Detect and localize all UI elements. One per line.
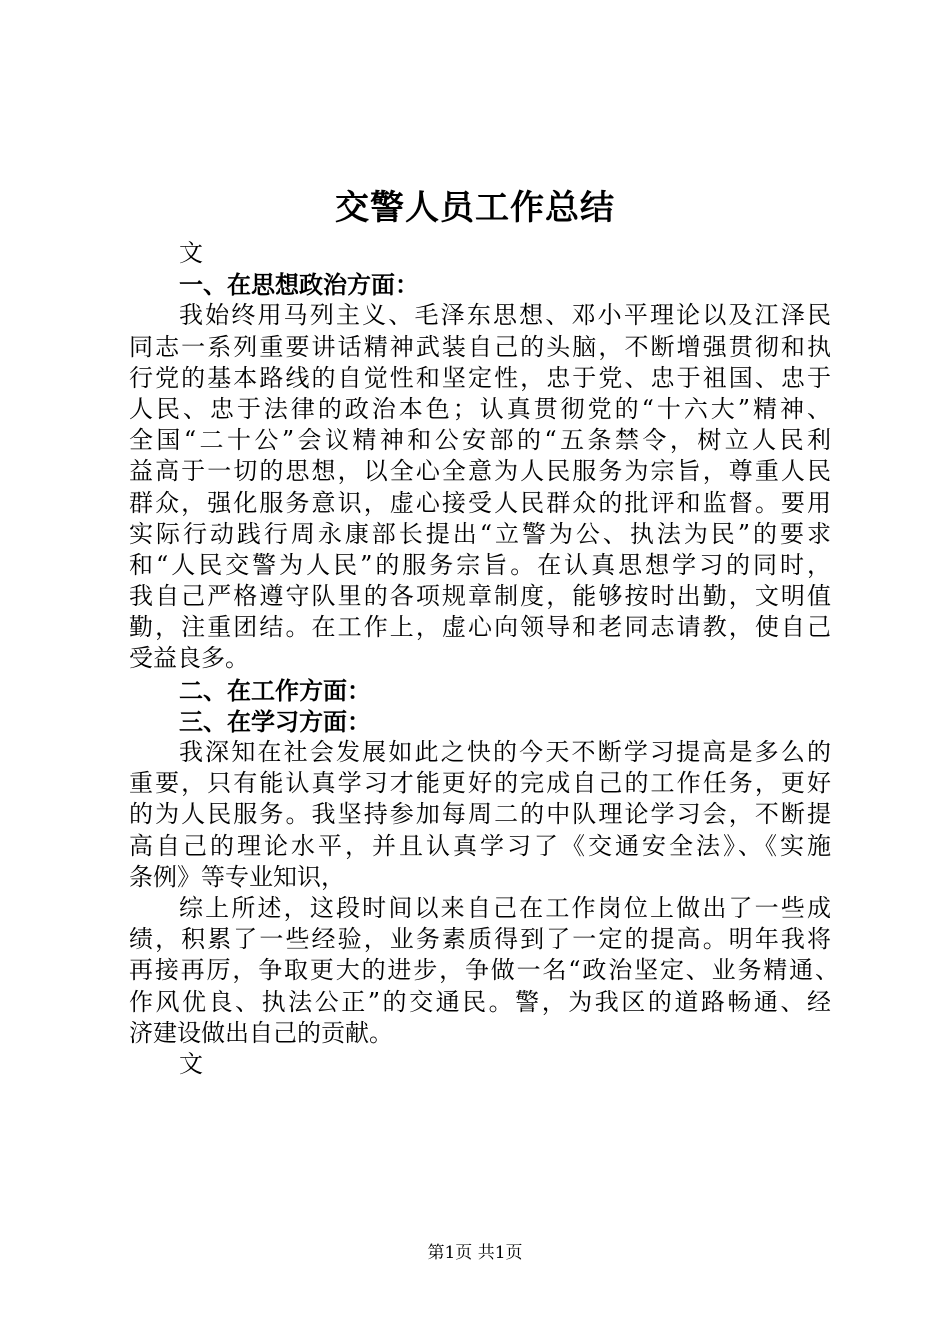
paragraph-line: 我自己严格遵守队里的各项规章制度，能够按时出勤，文明值 bbox=[129, 582, 831, 611]
paragraph-line: 高自己的理论水平，并且认真学习了《交通安全法》、《实施 bbox=[129, 831, 831, 860]
paragraph-line: 济建设做出自己的贡献。 bbox=[129, 1018, 393, 1047]
paragraph-line: 绩，积累了一些经验，业务素质得到了一定的提高。明年我将 bbox=[129, 925, 831, 954]
paragraph-line: 受益良多。 bbox=[129, 644, 249, 673]
paragraph-line: 全国“二十公”会议精神和公安部的“五条禁令，树立人民利 bbox=[129, 426, 831, 455]
paragraph-line: 行党的基本路线的自觉性和坚定性，忠于党、忠于祖国、忠于 bbox=[129, 363, 831, 392]
paragraph-line: 我深知在社会发展如此之快的今天不断学习提高是多么的 bbox=[179, 738, 831, 766]
paragraph-line: 我始终用马列主义、毛泽东思想、邓小平理论以及江泽民 bbox=[179, 301, 831, 330]
paragraph-line: 群众，强化服务意识，虚心接受人民群众的批评和监督。要用 bbox=[129, 488, 831, 517]
paragraph-line: 益高于一切的思想，以全心全意为人民服务为宗旨，尊重人民 bbox=[129, 457, 831, 486]
document-body bbox=[129, 238, 839, 1080]
closing-line: 文 bbox=[179, 1049, 203, 1078]
section-heading-study: 三、在学习方面： bbox=[179, 706, 371, 736]
paragraph-line: 同志一系列重要讲话精神武装自己的头脑，不断增强贯彻和执 bbox=[129, 332, 831, 361]
paragraph-line: 作风优良、执法公正”的交通民。警，为我区的道路畅通、经 bbox=[129, 987, 831, 1016]
paragraph-line: 人民、忠于法律的政治本色；认真贯彻党的“十六大”精神、 bbox=[129, 394, 831, 423]
section-heading-ideology: 一、在思想政治方面： bbox=[179, 270, 419, 300]
paragraph-line: 的为人民服务。我坚持参加每周二的中队理论学习会，不断提 bbox=[129, 800, 831, 829]
opening-line: 文 bbox=[179, 239, 203, 267]
paragraph-summary bbox=[129, 893, 839, 1049]
paragraph-line: 勤，注重团结。在工作上，虚心向领导和老同志请教，使自己 bbox=[129, 613, 831, 642]
section-heading-work: 二、在工作方面： bbox=[179, 675, 371, 705]
document-title: 交警人员工作总结 bbox=[335, 188, 615, 228]
paragraph-line: 和“人民交警为人民”的服务宗旨。在认真思想学习的同时， bbox=[129, 550, 831, 579]
paragraph-line: 综上所述，这段时间以来自己在工作岗位上做出了一些成 bbox=[179, 893, 831, 922]
paragraph-ideology bbox=[129, 300, 831, 674]
paragraph-line: 重要，只有能认真学习才能更好的完成自己的工作任务，更好 bbox=[129, 769, 831, 798]
paragraph-line: 实际行动践行周永康部长提出“立警为公、执法为民”的要求 bbox=[129, 519, 831, 548]
page-number-footer: 第1页 共1页 bbox=[427, 1243, 523, 1263]
paragraph-line: 再接再厉，争取更大的进步，争做一名“政治坚定、业务精通、 bbox=[129, 956, 839, 985]
paragraph-line: 条例》等专业知识， bbox=[129, 862, 345, 891]
paragraph-study bbox=[129, 737, 831, 893]
